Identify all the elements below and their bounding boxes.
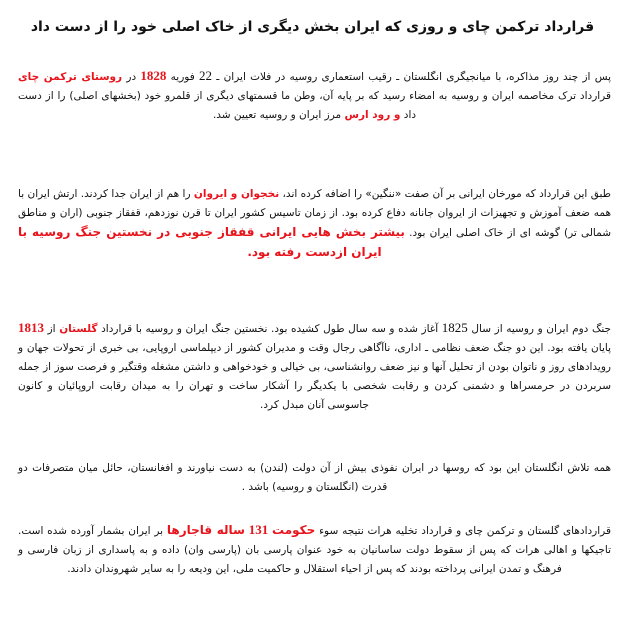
p2-highlight-caucasus: بیشتر بخش هایی ایرانی قفقاز جنوبی در نخستین جنگ روسیه با ایران ازدست رفته بود. [18,225,405,259]
p3-text-a: جنگ دوم ایران و روسیه از سال [471,323,612,335]
paragraph-4 [18,459,611,497]
p2-highlight-nakhchivan: نخجوان و ایروان [193,188,280,200]
article-title: قرارداد ترکمن چای و روزی که ایران بخش دیگری از خاک اصلی خود را از دست داد [30,19,595,35]
p3-year-1813: 1813 [18,320,44,335]
p4-text-a: همه تلاش انگلستان این بود که روسها در ایران نفوذی بیش از آن دولت (لندن) به دست نیاورند و افغانستان، حائل میان متصرفات دو قدرت (انگلستان و روسیه) باشد . [18,462,611,493]
p1-highlight-aras: و رود ارس [344,109,401,121]
p1-text-c: در [126,71,137,83]
p5-text-a: قراردادهای گلستان و ترکمن چای و قرارداد تخلیه هرات نتیجه سوء [319,525,611,537]
p1-text-b: فوریه [170,71,195,83]
paragraph-3 [18,318,611,415]
p3-highlight-golestan: گلستان [59,323,98,335]
p3-text-d: پایان یافته بود. این دو جنگ ضعف نظامی ـ اداری، ناآگاهی رجال وقت و مدیران کشور از دیپلماسی اروپایی، بی خبری از تحولات جهان و رویدادهای روز و ناتوان بودن از تحلیل آنها و نیز ضعف روانشناسی، بی خیالی و خودخواهی و داشتن مشغله وقتگیر و فرصت سوز از جمله سربردن در حرمسراها و دشمنی کردن و رقابت شخصی با یکدیگر را آشکار ساخت و تهران را به میدان رقابت اروپائیان و کانون جاسوسی آنان مبدل کرد. [18,342,611,411]
p1-day-number: 22 [199,68,212,83]
p5-highlight-qajar: ساله قاجارها [166,523,245,537]
p1-text-d: قرارداد ترک مخاصمه ایران و روسیه به امضاء رسید که بر پایه آن، وطن ما قسمتهای دیگری از قلمرو خود (بخشهای اصلی) را از دست داد [18,90,611,121]
p5-years-131: 131 [248,522,269,537]
p1-year-number: 1828 [140,68,167,83]
p1-highlight-village: روستای ترکمن چای [18,71,123,83]
paragraph-5 [18,520,611,579]
p3-text-b: آغاز شده و سه سال طول کشیده بود. نخستین جنگ ایران و روسیه با قرارداد [101,323,439,335]
p2-text-a: طبق این قرارداد که مورخان ایرانی بر آن صفت «ننگین» را اضافه کرده اند، [282,188,611,200]
p3-year-1825: 1825 [441,320,468,335]
p2-text-b: را هم از ایران جدا کردند. ارتش ایران با همه ضعف آموزش و تجهیزات از ایروان جانانه دفاع کرده بود. از زمان تاسیس کشور ایران تا قرن نوزدهم، قفقاز جنوبی (اران و مناطق شمالی تر) گوشه ای از خاک اصلی ایران بود. [18,188,611,239]
paragraph-1 [18,66,611,125]
p5-text-b: بر ایران بشمار آورده شده است. تاجیکها و اهالی هرات که پس از سقوط دولت ساسانیان به خود عنوان پارسی بان (پارسی وان) داده و به پاسداری از زبان فارسی و فرهنگ و تمدن ایرانی پرداخته بودند که پس از احیاء استقلال و حاکمیت ملی، این ودیعه را به سایر شهروندان دادند. [18,525,611,575]
p3-text-c: از [47,323,56,335]
p1-text-a: پس از چند روز مذاکره، با میانجیگری انگلستان ـ رقیب استعماری روسیه در فلات ایران ـ [216,71,612,83]
p1-text-e: مرز ایران و روسیه تعیین شد. [212,109,342,121]
p5-highlight-government: حکومت [272,523,316,537]
paragraph-2 [18,185,611,263]
